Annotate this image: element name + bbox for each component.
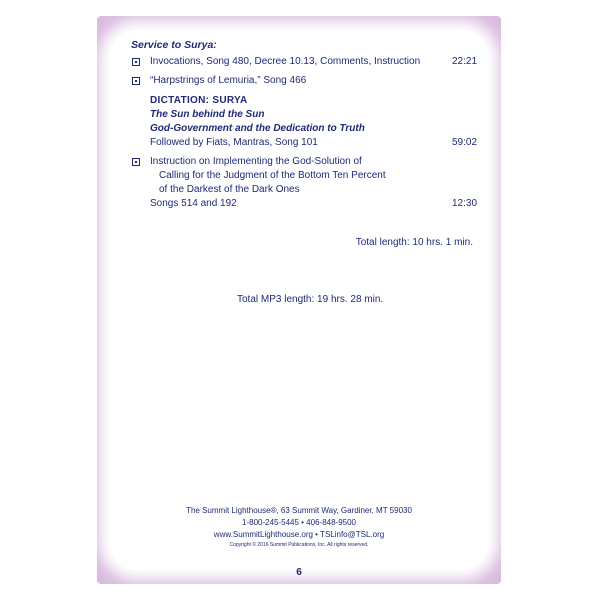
- dictation-subtitle-1: The Sun behind the Sun: [150, 109, 265, 120]
- section-title: Service to Surya:: [131, 39, 217, 51]
- footer-phone: 1-800-245-5445 • 406-848-9500: [242, 518, 356, 527]
- instruction-line-2: Calling for the Judgment of the Bottom Ten Percent: [159, 170, 386, 181]
- dictation-heading: DICTATION: SURYA: [150, 95, 248, 106]
- footer-copyright: Copyright © 2016 Summit Publications, Inc. All rights reserved.: [229, 542, 369, 548]
- dictation-subtitle-2: God-Government and the Dedication to Truth: [150, 123, 365, 134]
- audio-track-icon: [132, 58, 140, 66]
- page-number: 6: [296, 567, 302, 578]
- instruction-songs: Songs 514 and 192: [150, 198, 237, 209]
- footer-web: www.SummitLighthouse.org • TSLinfo@TSL.org: [213, 530, 385, 539]
- instruction-line-1: Instruction on Implementing the God-Solution of: [150, 156, 362, 167]
- instruction-time: 12:30: [452, 198, 478, 209]
- total-mp3-length: Total MP3 length: 19 hrs. 28 min.: [237, 294, 384, 305]
- track-harpstrings: “Harpstrings of Lemuria,” Song 466: [150, 75, 307, 86]
- audio-track-icon: [132, 77, 140, 85]
- instruction-line-3: of the Darkest of the Dark Ones: [159, 184, 300, 195]
- dictation-followed: Followed by Fiats, Mantras, Song 101: [150, 137, 318, 148]
- audio-track-icon: [132, 158, 140, 166]
- dictation-time: 59:02: [452, 137, 478, 148]
- track-invocations: Invocations, Song 480, Decree 10.13, Comments, Instruction: [150, 56, 421, 67]
- total-length: Total length: 10 hrs. 1 min.: [355, 237, 473, 248]
- track-invocations-time: 22:21: [452, 56, 478, 67]
- footer-address: The Summit Lighthouse®, 63 Summit Way, Gardiner, MT 59030: [186, 506, 412, 515]
